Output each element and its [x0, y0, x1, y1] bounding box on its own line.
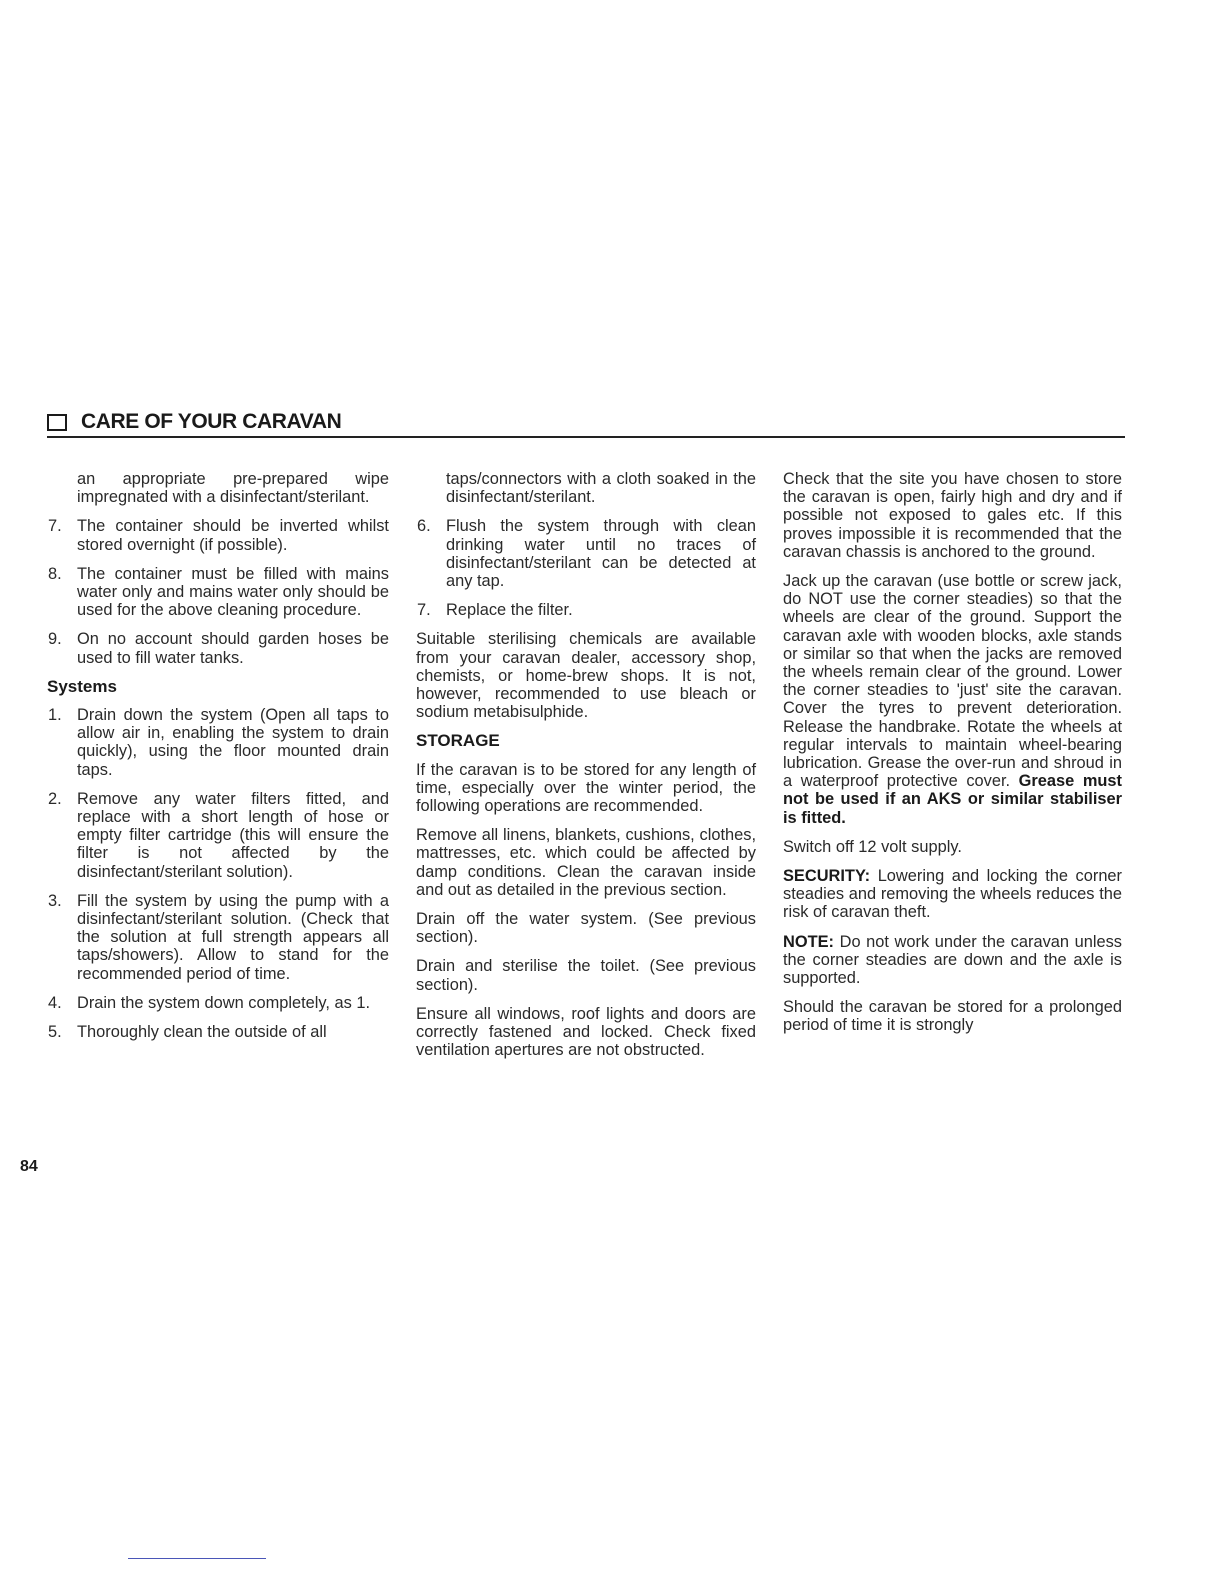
list-text: The container should be inverted whilst stored overnight (if possible).: [77, 517, 389, 554]
note-text: Do not work under the caravan unless the corner steadies are down and the axle is supported.: [783, 932, 1122, 988]
list-item: [47, 1023, 389, 1041]
list-text: Fill the system by using the pump with a disinfectant/sterilant solution. (Check that the solution at full strength appears all taps/showers). Allow to stand for the recommended period of time.: [77, 891, 389, 983]
paragraph: [783, 572, 1122, 827]
list-text: On no account should garden hoses be used to fill water tanks.: [77, 630, 389, 667]
list-number: 3.: [48, 891, 62, 910]
section-header: [47, 410, 1125, 438]
security-text: Lowering and locking the corner steadies and removing the wheels reduces the risk of caravan theft.: [783, 867, 1123, 922]
list-item: [416, 517, 756, 590]
warning-text: Grease must not be used if an AKS or similar stabiliser is fitted.: [783, 772, 1122, 827]
paragraph: Remove all linens, blankets, cushions, clothes, mattresses, etc. which could be affected by damp conditions. Clean the caravan inside and out as detailed in the previous section.: [416, 826, 756, 899]
list-number: 2.: [48, 789, 62, 808]
list-text: Replace the filter.: [446, 601, 573, 620]
list-text: Flush the system through with clean drinking water until no traces of disinfectant/sterilant can be detected at any tap.: [446, 517, 756, 591]
column-3: [783, 470, 1122, 1046]
list-number: 8.: [48, 564, 62, 583]
list-text: Drain down the system (Open all taps to allow air in, enabling the system to drain quickly), using the floor mounted drain taps.: [77, 706, 389, 779]
page-number: 84: [20, 1158, 38, 1175]
continued-text: an appropriate pre-prepared wipe impregnated with a disinfectant/sterilant.: [77, 470, 389, 507]
paragraph-text: Jack up the caravan (use bottle or screw jack, do NOT use the corner steadies) so that the wheels are clear of the ground. Support the caravan axle with wooden blocks, axle stands or similar so that when the jacks are removed the wheels remain clear of the ground. Lower the corner steadies to 'just' site the caravan. Cover the tyres to prevent deterioration. Release the handbrake. Rotate the wheels at regular intervals to maintain wheel-bearing lubrication. Grease the over-run and shroud in a waterproof protective cover.: [783, 572, 1122, 791]
section-title: CARE OF YOUR CARAVAN: [81, 410, 342, 433]
list-number: 6.: [417, 517, 431, 536]
continued-text: taps/connectors with a cloth soaked in the disinfectant/sterilant.: [446, 470, 756, 507]
list-item: [47, 706, 389, 779]
list-item: [47, 790, 389, 881]
list-text: Remove any water filters fitted, and replace with a short length of hose or empty filter cartridge (this will ensure the filter is not affected by the disinfectant/sterilant solution).: [77, 789, 389, 881]
paragraph: Suitable sterilising chemicals are available from your caravan dealer, accessory shop, chemists, or home-brew shops. It is not, however, recommended to use bleach or sodium metabisulphide.: [416, 630, 756, 722]
list-item: [47, 630, 389, 666]
list-number: 7.: [417, 601, 431, 620]
list-number: 5.: [48, 1023, 62, 1042]
list-text: The container must be filled with mains water only and mains water only should be used for the above cleaning procedure.: [77, 564, 389, 620]
paragraph: Drain off the water system. (See previous section).: [416, 910, 756, 947]
checkbox-square-icon: [47, 414, 67, 431]
systems-heading: Systems: [47, 676, 117, 696]
security-label: SECURITY:: [783, 867, 871, 886]
paragraph: Ensure all windows, roof lights and doors are correctly fastened and locked. Check fixed ventilation apertures are not obstructed.: [416, 1004, 756, 1060]
column-2: [416, 470, 756, 1070]
list-item: [47, 892, 389, 983]
list-number: 1.: [48, 706, 62, 725]
list-number: 7.: [48, 517, 62, 536]
list-number: 4.: [48, 993, 62, 1012]
paragraph: If the caravan is to be stored for any length of time, especially over the winter period, the following operations are recommended.: [416, 760, 756, 816]
list-item: [47, 994, 389, 1012]
column-1: [47, 470, 389, 1052]
list-text: Thoroughly clean the outside of all: [77, 1023, 327, 1042]
list-number: 9.: [48, 630, 62, 649]
list-item: [47, 517, 389, 553]
security-paragraph: [783, 867, 1122, 922]
paragraph: Check that the site you have chosen to store the caravan is open, fairly high and dry and if possible not exposed to gales etc. If this proves impossible it is recommended that the caravan chassis is anchored to the ground.: [783, 470, 1122, 561]
storage-heading: STORAGE: [416, 731, 500, 751]
paragraph: Should the caravan be stored for a prolonged period of time it is strongly: [783, 998, 1122, 1035]
footer-rule: [128, 1558, 266, 1559]
paragraph: Switch off 12 volt supply.: [783, 837, 962, 856]
note-label: NOTE:: [783, 932, 834, 951]
list-item: [47, 565, 389, 620]
paragraph: Drain and sterilise the toilet. (See previous section).: [416, 957, 756, 994]
note-paragraph: [783, 933, 1122, 988]
list-item: [416, 601, 756, 619]
list-text: Drain the system down completely, as 1.: [77, 993, 371, 1012]
